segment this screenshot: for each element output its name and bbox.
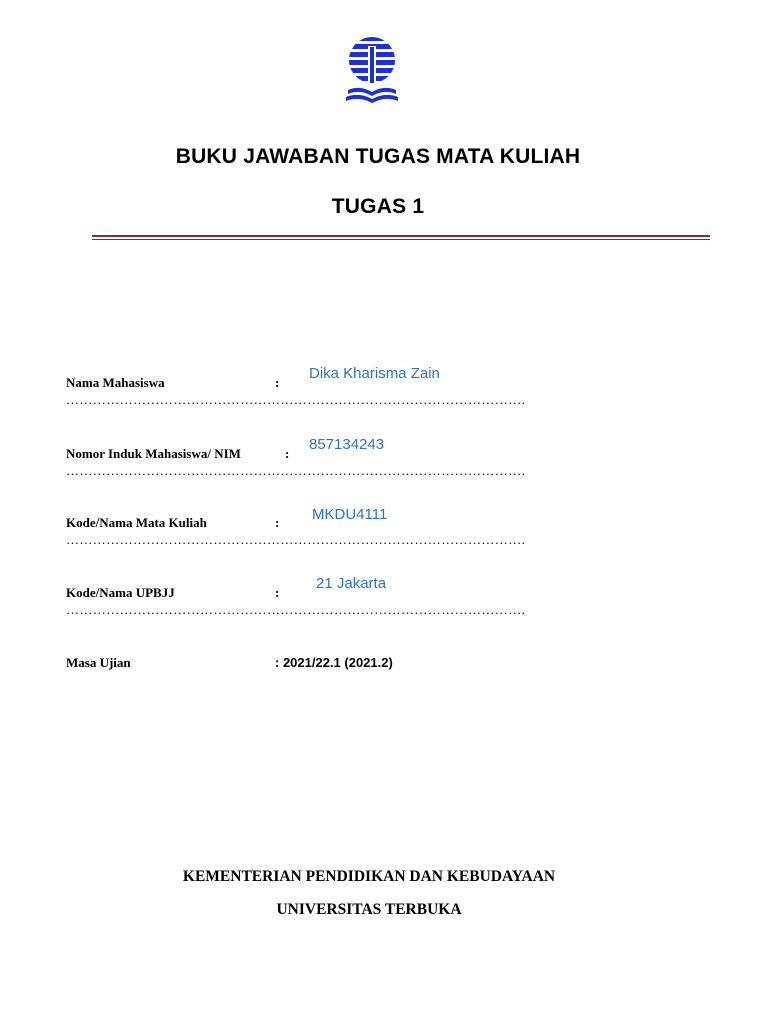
field-dotted-line: …………………………………………………………………………………………. xyxy=(66,602,526,617)
field-masa-ujian xyxy=(66,655,706,705)
field-value: MKDU4111 xyxy=(312,506,388,523)
field-colon: : xyxy=(275,515,280,530)
field-nama-mahasiswa xyxy=(66,365,706,425)
field-value: 21 Jakarta xyxy=(316,575,387,592)
field-label: Nomor Induk Mahasiswa/ NIM xyxy=(66,446,241,461)
field-label: Kode/Nama Mata Kuliah xyxy=(66,515,207,530)
university-name: UNIVERSITAS TERBUKA xyxy=(276,901,462,918)
field-upbjj xyxy=(66,575,706,635)
field-label: Nama Mahasiswa xyxy=(66,375,165,390)
field-dotted-line: …………………………………………………………………………………………. xyxy=(66,463,526,478)
assignment-number: TUGAS 1 xyxy=(331,195,425,218)
field-dotted-line: …………………………………………………………………………………………. xyxy=(66,392,526,407)
field-value: Dika Kharisma Zain xyxy=(309,365,440,382)
field-value: 857134243 xyxy=(309,436,385,453)
field-dotted-line: …………………………………………………………………………………………. xyxy=(66,532,526,547)
ministry-name: KEMENTERIAN PENDIDIKAN DAN KEBUDAYAAN xyxy=(182,868,556,885)
field-colon: : xyxy=(275,375,280,390)
divider-top xyxy=(92,235,710,237)
field-colon: : xyxy=(285,446,290,461)
field-colon: : xyxy=(275,585,280,600)
divider-bottom xyxy=(92,239,710,240)
field-value: : 2021/22.1 (2021.2) xyxy=(275,655,393,670)
field-nim xyxy=(66,436,706,496)
page-title: BUKU JAWABAN TUGAS MATA KULIAH xyxy=(175,145,581,168)
field-mata-kuliah xyxy=(66,506,706,565)
university-logo-icon xyxy=(345,36,399,106)
field-label: Kode/Nama UPBJJ xyxy=(66,585,175,600)
field-label: Masa Ujian xyxy=(66,655,131,670)
